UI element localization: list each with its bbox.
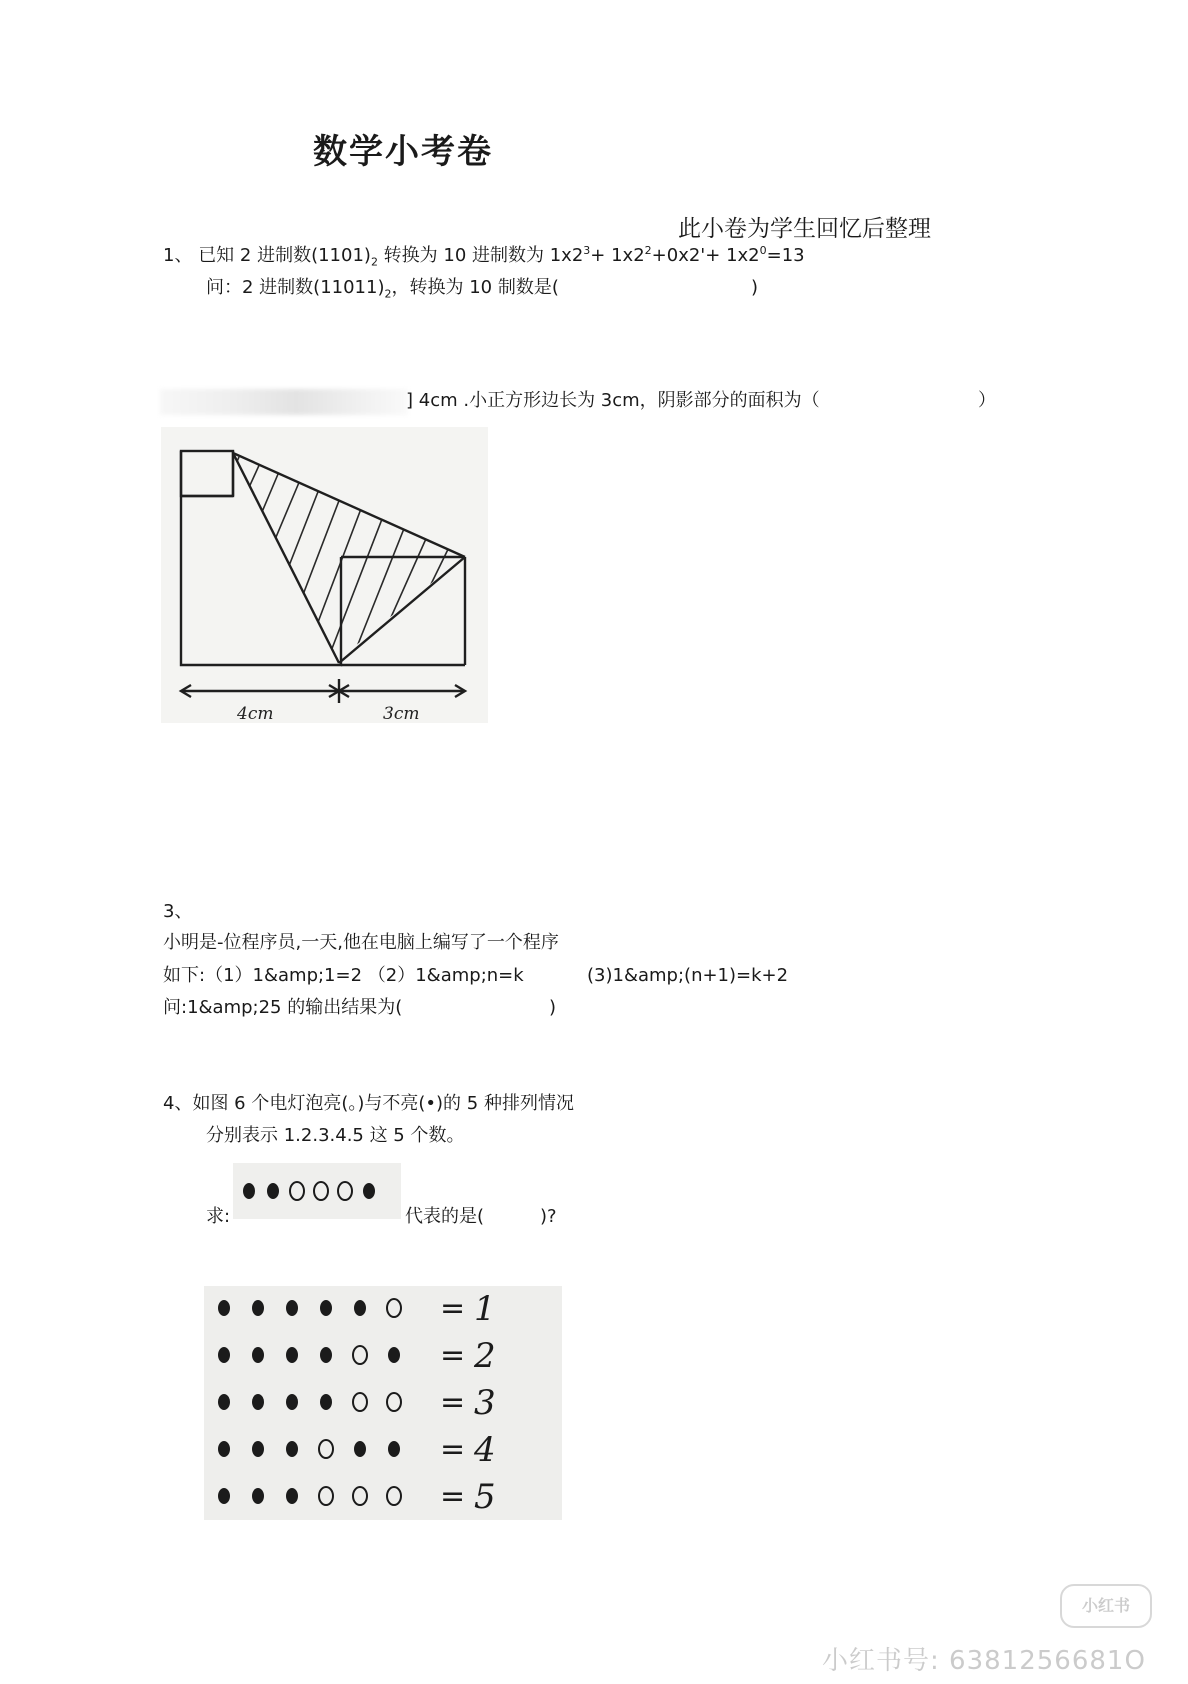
row-value-label: 4 xyxy=(474,1430,496,1470)
lit-bulb-circle xyxy=(353,1393,367,1411)
lit-bulb-circle xyxy=(290,1182,304,1200)
equals-sign: = xyxy=(440,1479,466,1514)
unlit-bulb-dot xyxy=(286,1488,298,1504)
bulb-table-photo xyxy=(204,1286,562,1520)
unlit-bulb-dot xyxy=(252,1300,264,1316)
unlit-bulb-dot xyxy=(320,1347,332,1363)
unlit-bulb-dot xyxy=(286,1347,298,1363)
unlit-bulb-dot xyxy=(218,1441,230,1457)
question-1-text-2: 转换为 10 进制数为 1x2 xyxy=(377,245,584,266)
lit-bulb-circle xyxy=(387,1299,401,1317)
lit-bulb-circle xyxy=(338,1182,352,1200)
lit-bulb-circle xyxy=(353,1487,367,1505)
exponent: 2 xyxy=(644,244,652,257)
row-value-label: 1 xyxy=(474,1289,496,1329)
base-subscript: 2 xyxy=(370,255,378,269)
question-4-line-1: 4、如图 6 个电灯泡亮(。)与不亮(•)的 5 种排列情况 xyxy=(163,1093,574,1114)
unlit-bulb-dot xyxy=(388,1441,400,1457)
unlit-bulb-dot xyxy=(252,1488,264,1504)
question-1-ask-text-2: ，转换为 10 制数是( xyxy=(391,277,559,298)
exponent: 0 xyxy=(759,244,767,257)
unlit-bulb-dot xyxy=(388,1347,400,1363)
watermark-id: 小红书号: 6381256681O xyxy=(822,1646,1146,1676)
question-3-line-2: 如下:（1）1&amp;1=2 （2）1&amp;n=k xyxy=(163,965,524,986)
row-value-label: 2 xyxy=(474,1336,496,1376)
unlit-bulb-dot xyxy=(218,1488,230,1504)
unlit-bulb-dot xyxy=(354,1300,366,1316)
question-4-ask-middle: 代表的是( xyxy=(405,1206,485,1227)
unlit-bulb-dot xyxy=(354,1441,366,1457)
answer-blank-close: ) xyxy=(549,997,557,1018)
equals-sign: = xyxy=(440,1291,466,1326)
question-4-ask-prefix: 求: xyxy=(206,1206,231,1227)
question-2-text: ] 4cm .小正方形边长为 3cm，阴影部分的面积为（ xyxy=(406,390,820,411)
dimension-label-3cm: 3cm xyxy=(383,704,420,723)
question-1 xyxy=(163,244,805,268)
lit-bulb-circle xyxy=(387,1487,401,1505)
dimension-label-4cm: 4cm xyxy=(237,704,274,723)
answer-blank-close: ) xyxy=(751,277,759,298)
question-1-number: 1、 xyxy=(163,245,193,266)
row-value-label: 5 xyxy=(474,1477,496,1517)
unlit-bulb-dot xyxy=(252,1441,264,1457)
lit-bulb-circle xyxy=(319,1440,333,1458)
question-1-ask xyxy=(206,276,559,300)
question-1-text-4: +0x2'+ 1x2 xyxy=(651,245,760,266)
xiaohongshu-logo-watermark: 小红书 xyxy=(1060,1584,1152,1628)
bulb-table-svg xyxy=(204,1286,562,1520)
question-1-text-5: =13 xyxy=(766,245,805,266)
question-3-line-1: 小明是-位程序员,一天,他在电脑上编写了一个程序 xyxy=(163,932,559,953)
page-subtitle: 此小卷为学生回忆后整理 xyxy=(678,216,931,242)
answer-blank-close: ） xyxy=(978,390,996,411)
question-1-ask-text: 问：2 进制数(11011) xyxy=(206,277,385,298)
row-value-label: 3 xyxy=(474,1383,496,1423)
unlit-bulb-dot xyxy=(286,1441,298,1457)
unlit-bulb-dot xyxy=(267,1183,279,1199)
unlit-bulb-dot xyxy=(286,1300,298,1316)
hand-drawn-figure xyxy=(161,427,488,723)
unlit-bulb-dot xyxy=(320,1394,332,1410)
unlit-bulb-dot xyxy=(252,1394,264,1410)
unlit-bulb-dot xyxy=(218,1394,230,1410)
unlit-bulb-dot xyxy=(218,1347,230,1363)
unlit-bulb-dot xyxy=(286,1394,298,1410)
question-4-ask-suffix: )? xyxy=(540,1206,557,1227)
question-4-line-2: 分别表示 1.2.3.4.5 这 5 个数。 xyxy=(206,1125,465,1146)
square-figure-photo xyxy=(161,427,488,723)
base-subscript: 2 xyxy=(384,287,392,301)
query-bulb-svg xyxy=(233,1163,401,1219)
lit-bulb-circle xyxy=(387,1393,401,1411)
equals-sign: = xyxy=(440,1385,466,1420)
page-title: 数学小考卷 xyxy=(313,132,493,172)
exponent: 3 xyxy=(583,244,591,257)
query-bulb-pattern xyxy=(233,1163,401,1219)
unlit-bulb-dot xyxy=(320,1300,332,1316)
question-3-ask: 问:1&amp;25 的输出结果为( xyxy=(163,997,403,1018)
unlit-bulb-dot xyxy=(252,1347,264,1363)
unlit-bulb-dot xyxy=(363,1183,375,1199)
lit-bulb-circle xyxy=(353,1346,367,1364)
unlit-bulb-dot xyxy=(218,1300,230,1316)
obscured-text xyxy=(160,389,408,415)
equals-sign: = xyxy=(440,1432,466,1467)
question-1-text-3: + 1x2 xyxy=(590,245,645,266)
lit-bulb-circle xyxy=(319,1487,333,1505)
question-3-number: 3、 xyxy=(163,901,193,922)
lit-bulb-circle xyxy=(314,1182,328,1200)
question-1-text: 已知 2 进制数(1101) xyxy=(198,245,371,266)
question-3-line-2b: (3)1&amp;(n+1)=k+2 xyxy=(587,965,789,986)
unlit-bulb-dot xyxy=(243,1183,255,1199)
equals-sign: = xyxy=(440,1338,466,1373)
